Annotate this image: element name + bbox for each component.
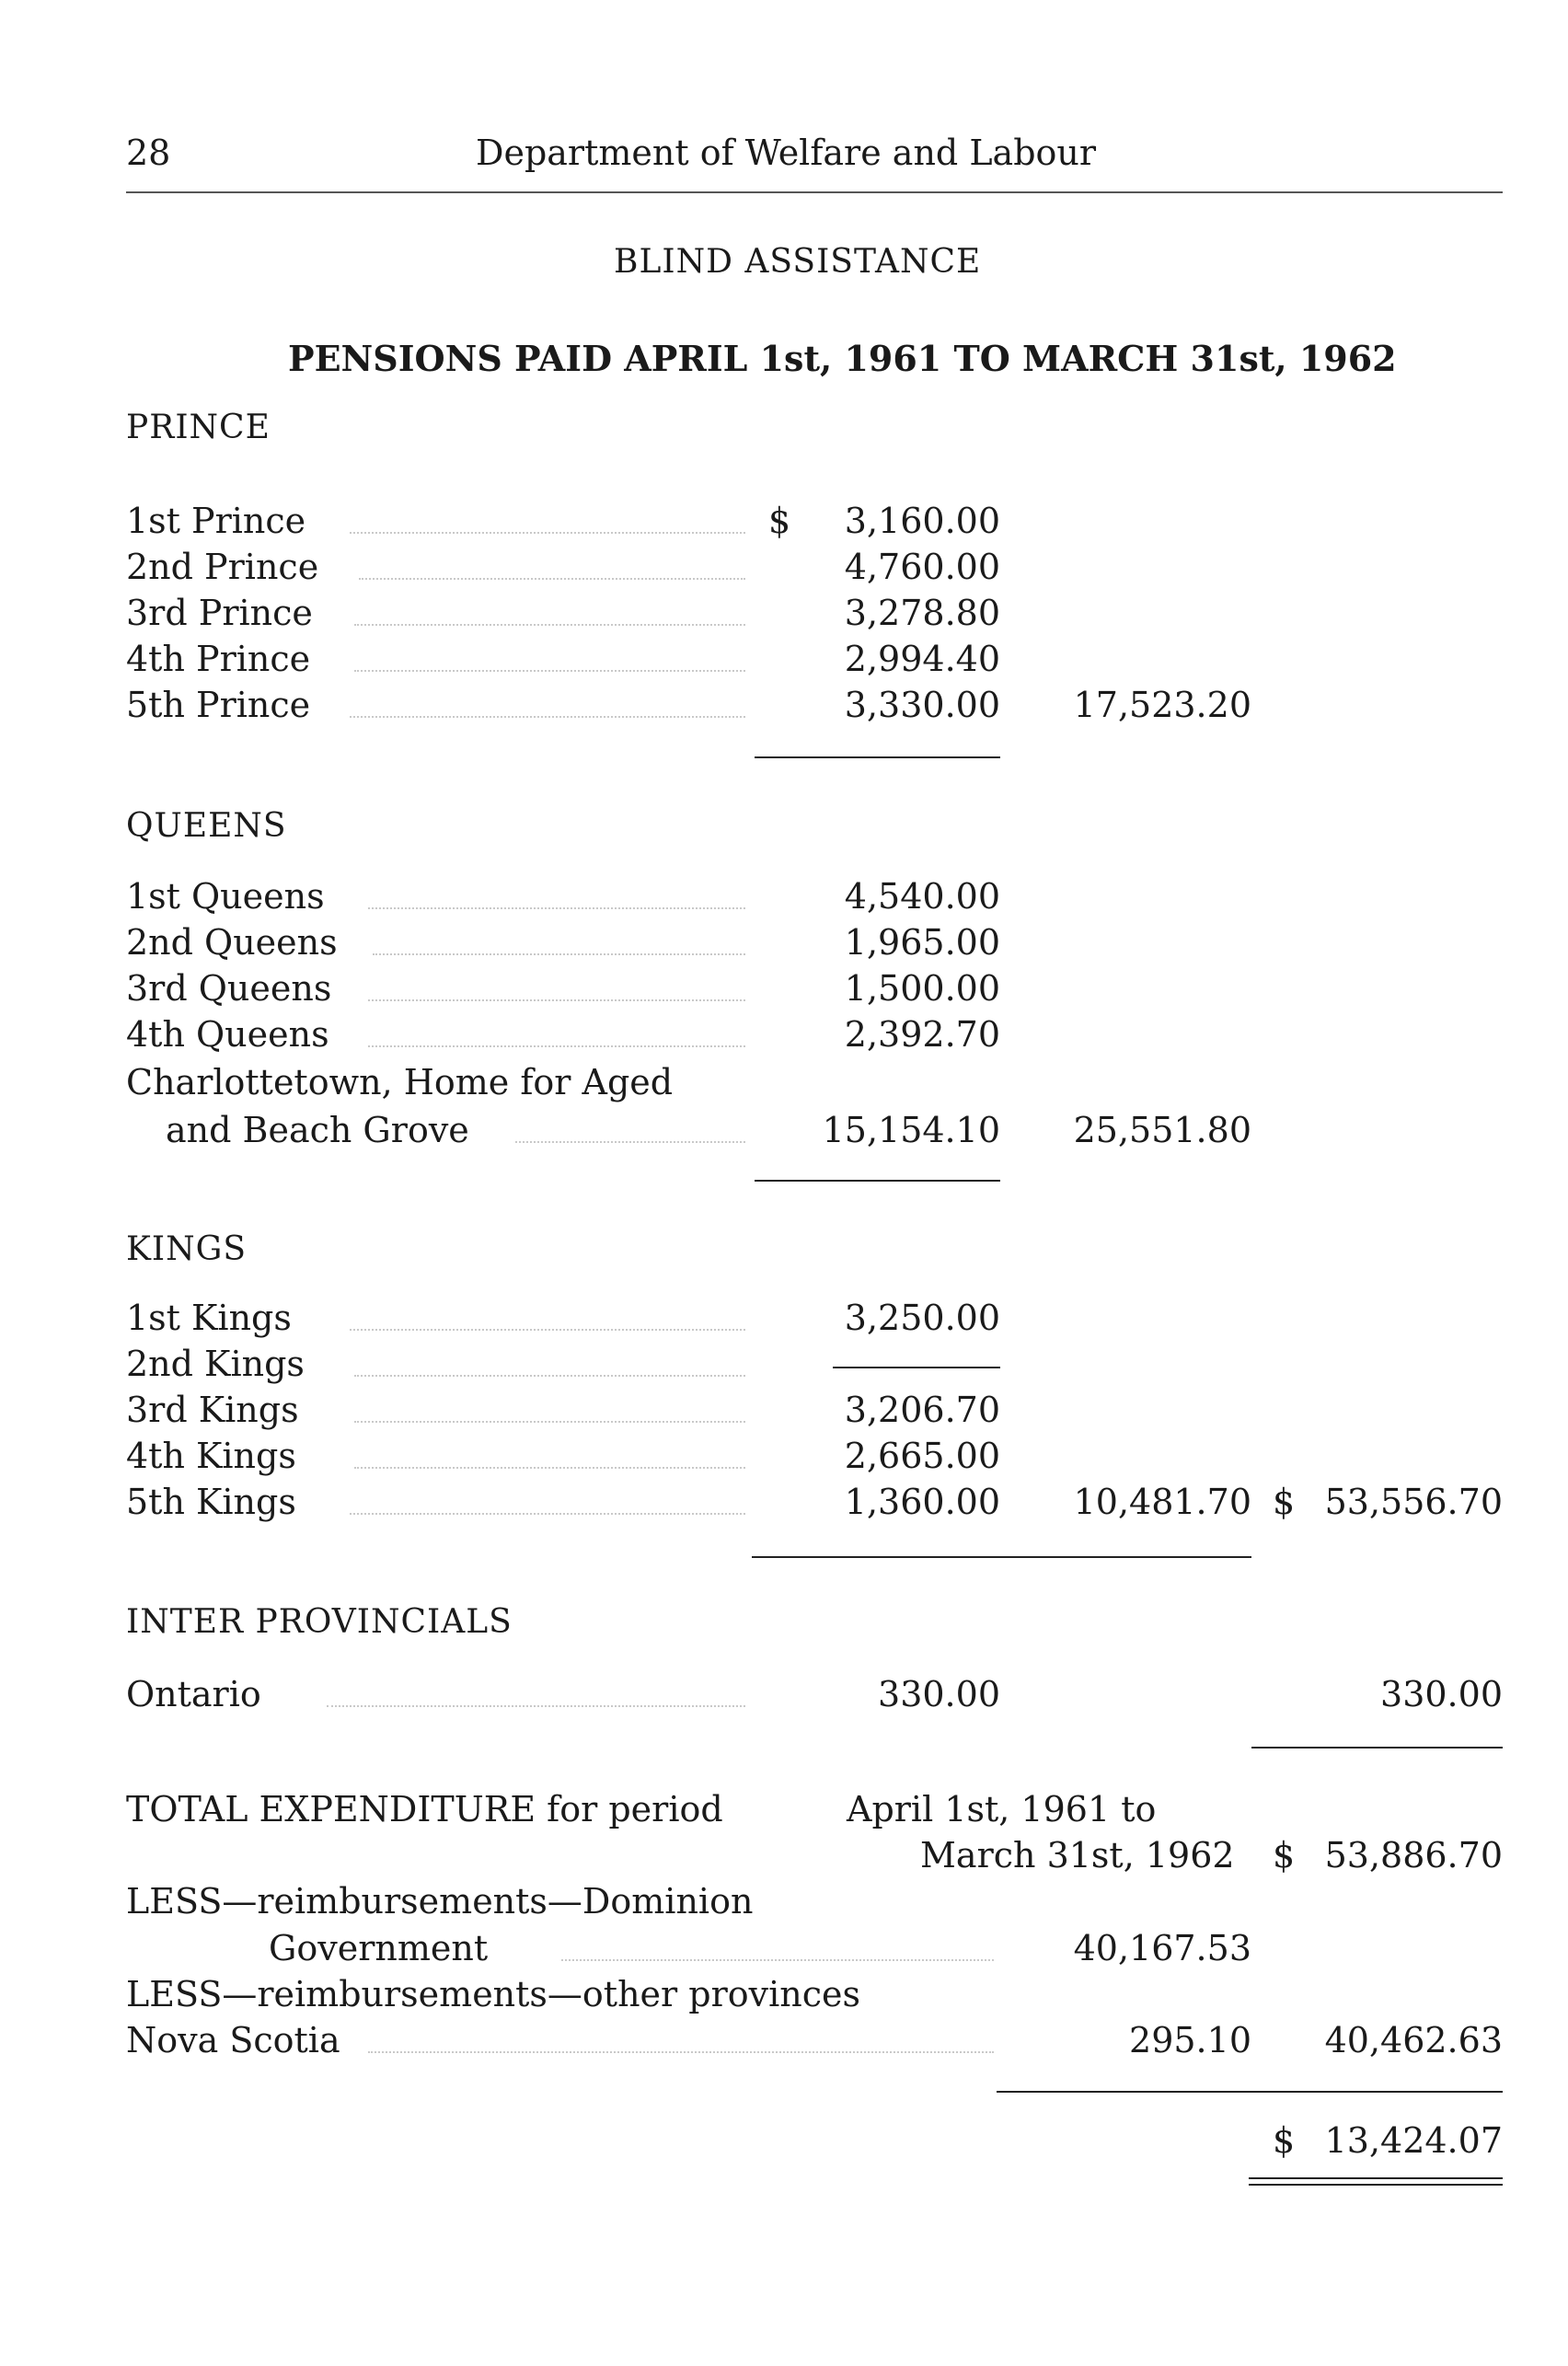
column-rule	[752, 1556, 1251, 1558]
grand-subtotal: 53,556.70	[1324, 1482, 1503, 1522]
net-total-amount: 13,424.07	[1324, 2120, 1503, 2161]
total-expenditure-label: TOTAL EXPENDITURE for period	[126, 1789, 723, 1829]
double-rule-bottom	[1249, 2184, 1503, 2186]
leader-dots	[354, 1375, 745, 1377]
row-amount: 330.00	[878, 1674, 1000, 1714]
row-amount: 3,250.00	[844, 1298, 1000, 1338]
row-amount: 1,965.00	[844, 922, 1000, 963]
currency-symbol: $	[768, 501, 791, 541]
less-total-amount: 40,462.63	[1324, 2020, 1503, 2060]
row-label: 4th Kings	[126, 1436, 296, 1476]
nova-scotia-amount: 295.10	[1129, 2020, 1251, 2060]
less-dominion-amount: 40,167.53	[1073, 1928, 1251, 1968]
section-heading-inter: INTER PROVINCIALS	[126, 1603, 513, 1641]
section-subtotal: 10,481.70	[1073, 1482, 1251, 1522]
row-label: Charlottetown, Home for Aged	[126, 1062, 674, 1102]
row-amount: 3,160.00	[844, 501, 1000, 541]
row-label: 5th Kings	[126, 1482, 296, 1522]
section-total: 330.00	[1380, 1674, 1503, 1714]
page-subtitle: PENSIONS PAID APRIL 1st, 1961 TO MARCH 31st, 1962	[288, 338, 1397, 379]
section-subtotal: 25,551.80	[1073, 1110, 1251, 1150]
double-rule-top	[1249, 2177, 1503, 2179]
column-rule	[997, 2091, 1503, 2093]
row-label: 3rd Kings	[126, 1390, 299, 1430]
row-amount: 3,206.70	[844, 1390, 1000, 1430]
row-amount: 2,392.70	[844, 1014, 1000, 1055]
leader-dots	[368, 2051, 994, 2053]
less-dominion-label: LESS—reimbursements—Dominion	[126, 1881, 754, 1922]
row-amount: 1,360.00	[844, 1482, 1000, 1522]
less-dominion-label-2: Government	[269, 1928, 489, 1968]
column-rule	[755, 1180, 1000, 1182]
header-rule	[126, 191, 1503, 193]
section-subtotal: 17,523.20	[1073, 685, 1251, 725]
row-label: 3rd Queens	[126, 968, 332, 1009]
row-label: 3rd Prince	[126, 593, 313, 633]
row-label: and Beach Grove	[166, 1110, 469, 1150]
page-title: BLIND ASSISTANCE	[614, 243, 982, 281]
column-rule	[1251, 1747, 1503, 1749]
row-amount: 15,154.10	[822, 1110, 1000, 1150]
row-label: 1st Queens	[126, 876, 325, 917]
nova-scotia-label: Nova Scotia	[126, 2020, 340, 2060]
row-label: 2nd Prince	[126, 547, 319, 587]
period-line2: March 31st, 1962	[920, 1835, 1235, 1875]
currency-symbol: $	[1273, 2120, 1296, 2161]
page-number: 28	[126, 133, 171, 173]
row-amount: 3,278.80	[844, 593, 1000, 633]
running-header: Department of Welfare and Labour	[476, 133, 1097, 173]
currency-symbol: $	[1273, 1482, 1296, 1522]
row-amount: 1,500.00	[844, 968, 1000, 1009]
row-label: 1st Prince	[126, 501, 306, 541]
nil-dash	[833, 1367, 1000, 1368]
column-rule	[755, 756, 1000, 758]
row-label: 4th Prince	[126, 639, 311, 679]
row-amount: 2,994.40	[844, 639, 1000, 679]
currency-symbol: $	[1273, 1835, 1296, 1875]
section-heading-queens: QUEENS	[126, 807, 287, 845]
row-amount: 2,665.00	[844, 1436, 1000, 1476]
row-label: 5th Prince	[126, 685, 311, 725]
row-label: Ontario	[126, 1674, 261, 1714]
section-heading-kings: KINGS	[126, 1230, 248, 1268]
row-label: 2nd Kings	[126, 1344, 305, 1384]
row-label: 4th Queens	[126, 1014, 329, 1055]
row-amount: 4,760.00	[844, 547, 1000, 587]
leader-dots	[561, 1959, 994, 1961]
row-amount: 3,330.00	[844, 685, 1000, 725]
row-label: 2nd Queens	[126, 922, 338, 963]
section-heading-prince: PRINCE	[126, 409, 271, 446]
row-label: 1st Kings	[126, 1298, 292, 1338]
total-expenditure-amount: 53,886.70	[1324, 1835, 1503, 1875]
period-line1: April 1st, 1961 to	[847, 1789, 1157, 1829]
row-amount: 4,540.00	[844, 876, 1000, 917]
less-provinces-label: LESS—reimbursements—other provinces	[126, 1974, 861, 2014]
